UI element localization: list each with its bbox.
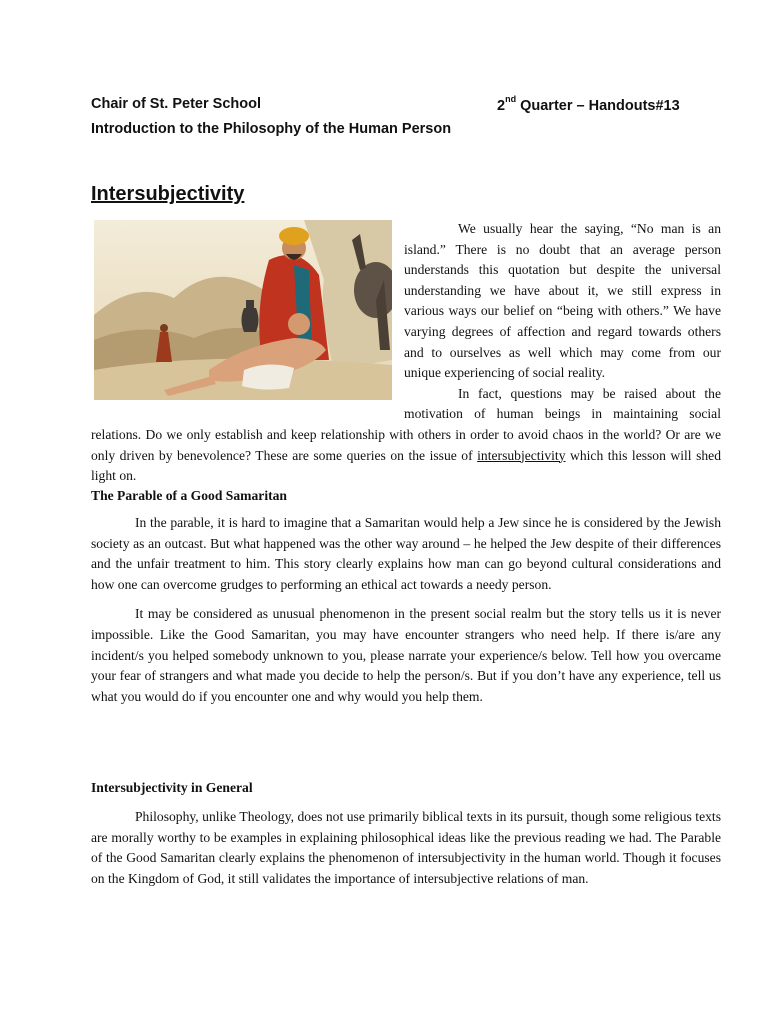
good-samaritan-paragraph-1: In the parable, it is hard to imagine that a Samaritan would help a Jew since he is considered by the Jewish society as an outcast. But what happened was the other way around – he helped the Jew despite of their differences and the unfair treatment to him. This story clearly explains how man can go beyond cultural considerations and how one can overcome grudges to performing an ethical act towards a needy person. xyxy=(91,515,721,592)
page-title: Intersubjectivity xyxy=(91,183,245,205)
intro-paragraph-2-start: In fact, questions may be raised about the motivation of human beings in maintaining social relations. Do we only establish and keep relationship with others in order to avoid chaos in the world? Or are we only driven by benevolence? These are some queries on the issue of xyxy=(91,385,721,463)
quarter-number: 2 xyxy=(497,97,506,114)
quarter-handout-label xyxy=(497,96,680,114)
intersubjectivity-general-paragraph: Philosophy, unlike Theology, does not use primarily biblical texts in its pursuit, though some religious texts are morally worthy to be examples in explaining philosophical ideas like the previous reading we had. The Parable of the Good Samaritan clearly explains the phenomenon of intersubjectivity in the human world. Though it focuses on the Kingdom of God, it still validates the importance of intersubjective relations of man. xyxy=(91,809,721,886)
good-samaritan-illustration xyxy=(94,220,392,400)
section-heading-intersubjectivity-general: Intersubjectivity in General xyxy=(91,780,253,795)
quarter-handout-text: Quarter – Handouts#13 xyxy=(516,97,680,114)
section-intersubjectivity-general xyxy=(91,780,721,889)
intro-paragraph-2-end: which this lesson will shed light on. xyxy=(91,447,722,484)
intro-section xyxy=(91,219,721,487)
section-heading-good-samaritan: The Parable of a Good Samaritan xyxy=(91,488,287,503)
quarter-ordinal-suffix: nd xyxy=(505,94,517,104)
school-name: Chair of St. Peter School xyxy=(91,96,261,112)
intersubjectivity-term: intersubjectivity xyxy=(477,447,566,463)
good-samaritan-paragraph-2: It may be considered as unusual phenomenon in the present social realm but the story tells us it is never impossible. Like the Good Samaritan, you may have encounter strangers who need help. If there is/are any incident/s you helped somebody unknown to you, please narrate your experience/s below. Tell how you overcame your fear of strangers and what made you decide to help the person/s. But if you don’t have any experience, tell us what you would do if you encounter one and why would you help them. xyxy=(91,606,721,704)
course-title: Introduction to the Philosophy of the Human Person xyxy=(91,121,452,137)
section-good-samaritan xyxy=(91,488,721,707)
intro-paragraph-1: We usually hear the saying, “No man is an island.” There is no doubt that an average person understands this quotation but despite the universal understanding we have about it, we still express in various ways our belief on “being with others.” We have varying degrees of affection and regard towards others and to ourselves as well which may come from our unique experiencing of social reality. xyxy=(404,221,721,381)
